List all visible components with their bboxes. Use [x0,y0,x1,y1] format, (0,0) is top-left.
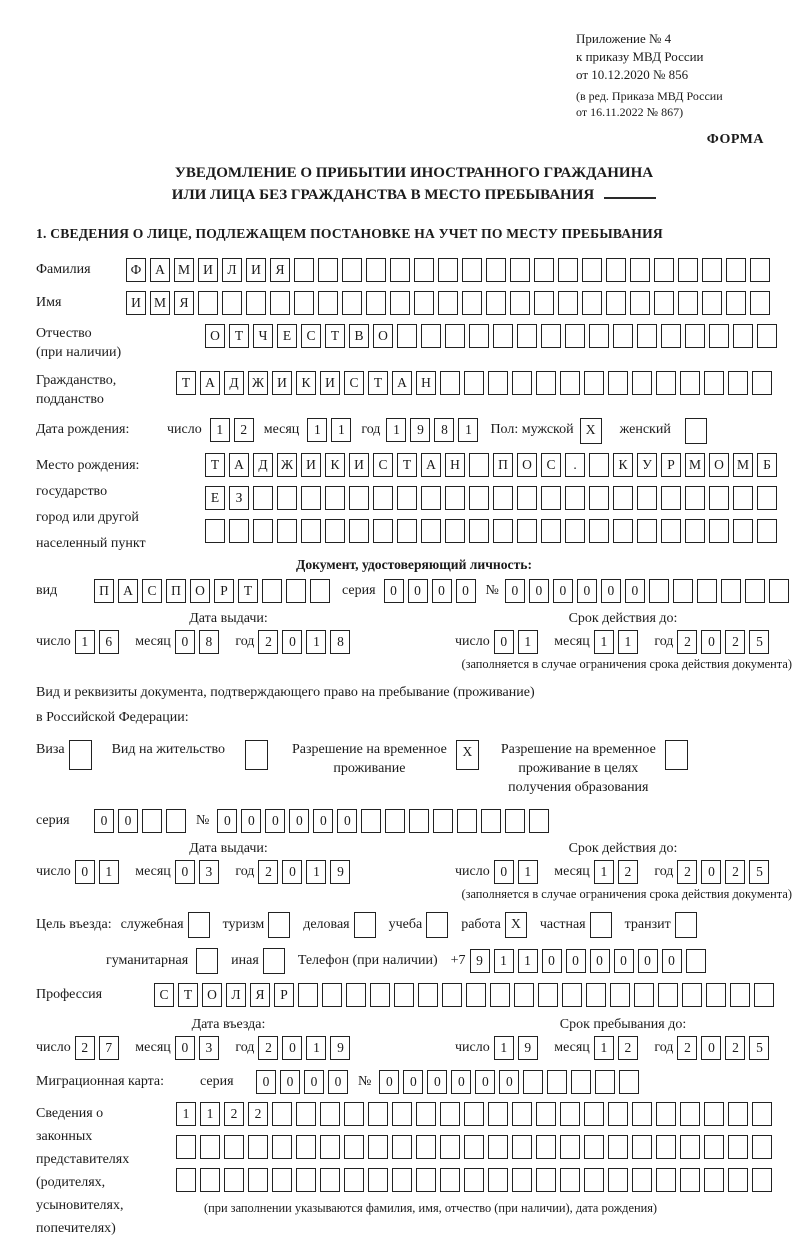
entry-month-boxes[interactable]: 0 3 [175,1040,223,1055]
residence-doc-series-row [36,809,792,833]
residence-valid-month-boxes[interactable]: 1 2 [594,864,642,879]
guardians-block [36,1102,792,1240]
birth-month-boxes[interactable]: 1 1 [307,418,355,442]
title-blank-line [604,187,656,199]
doc-series-label: серия [342,583,376,598]
temp-residence-option [292,740,483,778]
section1-heading: 1. СВЕДЕНИЯ О ЛИЦЕ, ПОДЛЕЖАЩЕМ ПОСТАНОВКЕ НА УЧЕТ ПО МЕСТУ ПРЕБЫВАНИЯ [36,226,663,241]
purpose-study-label: учеба [388,917,423,932]
purpose-humanitarian-checkbox[interactable] [196,948,222,974]
phone-prefix: +7 [450,953,466,968]
residence-valid-year-boxes[interactable]: 2 0 2 5 [677,864,773,879]
birth-day-boxes[interactable]: 1 2 [210,418,258,442]
purpose-row-2 [106,948,792,974]
migration-card-row [36,1070,792,1094]
doc-number-boxes[interactable]: 0 0 0 0 0 0 [505,579,793,603]
birth-month-label: месяц [263,422,300,437]
appendix-line-1: Приложение № 4 [576,31,672,46]
guardians-note: (при заполнении указываются фамилия, имя, отчество (при наличии), дата рождения) [204,1201,658,1215]
purpose-tourism-label: туризм [222,917,265,932]
doc-valid-day-boxes[interactable]: 0 1 [494,634,542,649]
migration-series-label: серия [200,1074,234,1089]
birth-place-label: Место рождения: государство город или другой населенный пункт [36,458,146,551]
residence-series-boxes[interactable]: 0 0 [94,809,190,833]
edu-residence-checkbox[interactable] [665,740,692,770]
profession-label: Профессия [36,987,103,1002]
doc-type-boxes[interactable]: П А С П О Р Т [94,579,334,603]
stay-day-boxes[interactable]: 1 9 [494,1040,542,1055]
residence-restriction-note: (заполняется в случае ограничения срока действия документа) [461,887,792,901]
revision-line-2: от 16.11.2022 № 867) [576,105,684,119]
migration-number-boxes[interactable]: 0 0 0 0 0 0 [379,1070,643,1094]
purpose-private-label: частная [539,917,586,932]
residence-permit-option [112,740,272,770]
residence-issue-month-boxes[interactable]: 0 3 [175,864,223,879]
birth-place-row1-boxes[interactable]: Т А Д Ж И К И С Т А Н П О С . К У Р М О М Б [205,453,781,477]
sex-male-label: Пол: мужской [490,422,574,437]
purpose-other-label: иная [231,953,259,968]
patronymic-row [36,324,792,362]
edu-residence-label: Разрешение на временное проживание в целях получения образования [500,742,656,795]
stay-month-boxes[interactable]: 1 2 [594,1040,642,1055]
entry-year-boxes[interactable]: 2 0 1 9 [258,1040,354,1055]
citizenship-label: Гражданство, подданство [36,373,117,407]
residence-issue-date-label: Дата выдачи: [189,841,268,856]
residence-valid-until-label: Срок действия до: [568,841,678,856]
identity-doc-heading: Документ, удостоверяющий личность: [296,557,532,572]
doc-valid-month-boxes[interactable]: 1 1 [594,634,642,649]
entry-dates: Дата въезда: число 2 7 месяц 0 3 год 2 0 1 9 Срок пребывания до: число 1 9 месяц 1 2 год 2 0 2 5 [36,1017,792,1060]
guardians-row1-boxes[interactable]: 1 1 2 2 [176,1102,776,1126]
doc-type-label: вид [36,583,58,598]
name-row [36,291,792,315]
residence-number-boxes[interactable]: 0 0 0 0 0 0 [217,809,553,833]
purpose-official-checkbox[interactable] [188,912,214,938]
doc-restriction-note: (заполняется в случае ограничения срока действия документа) [461,657,792,671]
surname-label: Фамилия [36,262,91,277]
residence-valid-day-boxes[interactable]: 0 1 [494,864,542,879]
residence-permit-label: Вид на жительство [111,742,225,757]
purpose-transit-checkbox[interactable] [675,912,701,938]
visa-checkbox[interactable] [69,740,96,770]
temp-residence-label: Разрешение на временное проживание [291,742,447,776]
purpose-transit-label: транзит [624,917,671,932]
appendix-line-3: от 10.12.2020 № 856 [576,67,689,82]
guardians-row3-boxes[interactable] [176,1168,776,1192]
form-title [36,162,792,206]
purpose-row [36,912,792,938]
purpose-business-label: деловая [303,917,350,932]
birth-place-row2-boxes[interactable]: Е З [205,486,781,510]
entry-day-boxes[interactable]: 2 7 [75,1040,123,1055]
identity-doc-row [36,579,792,603]
appendix-line-2: к приказу МВД России [576,49,704,64]
guardians-row2-boxes[interactable] [176,1135,776,1159]
stay-until-label: Срок пребывания до: [559,1017,687,1032]
birth-place-row3-boxes[interactable] [205,519,781,543]
purpose-private-checkbox[interactable] [590,912,616,938]
sex-male-checkbox[interactable]: X [580,418,606,444]
residence-doc-intro-1: Вид и реквизиты документа, подтверждающего право на пребывание (проживание) [36,685,535,700]
visa-option [36,740,96,770]
residence-permit-checkbox[interactable] [245,740,272,770]
surname-row [36,258,792,282]
citizenship-row [36,371,792,409]
phone-label: Телефон (при наличии) [297,953,438,968]
purpose-tourism-checkbox[interactable] [268,912,294,938]
migration-number-sign: № [358,1074,372,1089]
entry-date-label: Дата въезда: [191,1017,266,1032]
sex-female-label: женский [619,422,671,437]
doc-issue-month-boxes[interactable]: 0 8 [175,634,223,649]
forma-label: ФОРМА [706,132,764,147]
doc-issue-date-label: Дата выдачи: [189,611,268,626]
form-title-line-1: УВЕДОМЛЕНИЕ О ПРИБЫТИИ ИНОСТРАННОГО ГРАЖДАНИНА [174,165,654,181]
purpose-work-label: работа [461,917,501,932]
migration-series-boxes[interactable]: 0 0 0 0 [256,1070,352,1094]
purpose-official-label: служебная [120,917,184,932]
profession-row [36,983,792,1007]
residence-doc-dates: Дата выдачи: число 0 1 месяц 0 3 год 2 0 1 9 Срок действия до: число 0 1 месяц 1 2 год 2 0 2 5 [36,841,792,884]
appendix-note [576,30,792,120]
patronymic-boxes[interactable]: О Т Ч Е С Т В О [205,324,781,348]
purpose-humanitarian-label: гуманитарная [106,953,189,968]
edu-residence-option [501,740,692,797]
doc-number-sign: № [485,583,499,598]
purpose-other-checkbox[interactable] [263,948,289,974]
residence-doc-intro-2: в Российской Федерации: [36,710,189,725]
residence-permit-options [36,740,792,797]
birth-day-label: число [167,422,202,437]
purpose-label: Цель въезда: [36,917,112,932]
doc-issue-day-boxes[interactable]: 1 6 [75,634,123,649]
residence-number-sign: № [196,813,210,828]
birth-date-row [36,418,792,444]
residence-issue-day-boxes[interactable]: 0 1 [75,864,123,879]
form-title-line-2: ИЛИ ЛИЦА БЕЗ ГРАЖДАНСТВА В МЕСТО ПРЕБЫВАНИЯ [36,184,792,206]
purpose-work-checkbox[interactable]: X [505,912,531,938]
doc-series-boxes[interactable]: 0 0 0 0 [384,579,480,603]
residence-issue-year-boxes[interactable]: 2 0 1 9 [258,864,354,879]
surname-boxes[interactable]: Ф А М И Л И Я [126,258,774,282]
purpose-business-checkbox[interactable] [354,912,380,938]
doc-issue-year-boxes[interactable]: 2 0 1 8 [258,634,354,649]
visa-label: Виза [36,742,65,757]
birth-place-block [36,453,792,557]
identity-doc-dates: Дата выдачи: число 1 6 месяц 0 8 год 2 0 1 8 Срок действия до: число 0 1 месяц 1 1 год 2 0 2 5 [36,611,792,654]
sex-female-checkbox[interactable] [685,418,711,444]
revision-line-1: (в ред. Приказа МВД России [576,89,723,103]
doc-valid-until-label: Срок действия до: [568,611,678,626]
migration-card-label: Миграционная карта: [36,1074,165,1089]
temp-residence-checkbox[interactable]: X [456,740,483,770]
citizenship-boxes[interactable]: Т А Д Ж И К И С Т А Н [176,371,776,395]
birth-date-label: Дата рождения: [36,422,130,437]
birth-year-boxes[interactable]: 1 9 8 1 [386,418,482,442]
birth-year-label: год [361,422,381,437]
patronymic-label: Отчество (при наличии) [36,326,122,360]
profession-boxes[interactable]: С Т О Л Я Р [154,983,778,1007]
name-label: Имя [36,295,62,310]
purpose-study-checkbox[interactable] [426,912,452,938]
phone-boxes[interactable]: 9 1 1 0 0 0 0 0 0 [470,949,710,973]
name-boxes[interactable]: И М Я [126,291,774,315]
residence-series-label: серия [36,813,70,828]
doc-valid-year-boxes[interactable]: 2 0 2 5 [677,634,773,649]
guardians-label: Сведения о законных представителях (родителях, усыновителях, попечителях) [36,1106,130,1236]
stay-year-boxes[interactable]: 2 0 2 5 [677,1040,773,1055]
